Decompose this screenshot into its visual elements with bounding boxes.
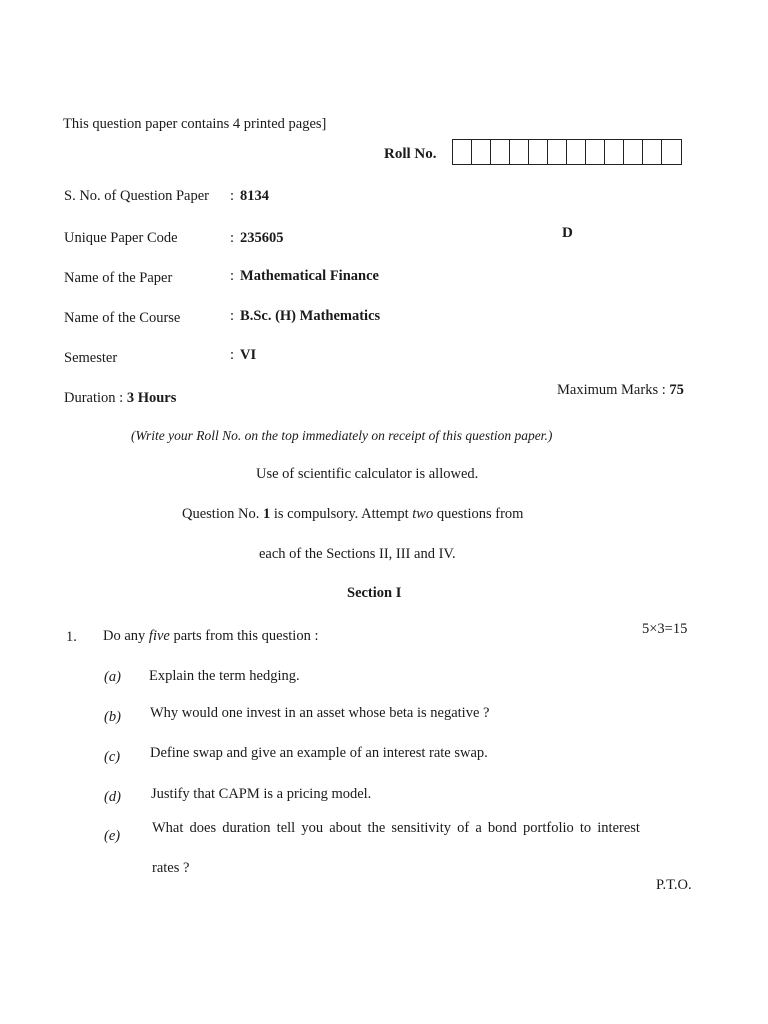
sections-note: each of the Sections II, III and IV.: [259, 546, 456, 562]
info-label-course: Name of the Course: [64, 310, 181, 326]
part-b-text: Why would one invest in an asset whose beta is negative ?: [150, 705, 490, 721]
prompt-five: five: [148, 628, 170, 644]
compulsory-two: two: [412, 506, 434, 522]
compulsory-note: [182, 506, 523, 523]
roll-note: (Write your Roll No. on the top immediately on receipt of this question paper.): [131, 428, 553, 443]
question-number: 1.: [66, 629, 77, 645]
part-c-letter: (c): [104, 749, 121, 765]
duration: [64, 390, 176, 407]
part-a-letter: (a): [104, 669, 121, 685]
roll-no-boxes[interactable]: [452, 139, 682, 165]
section-title: Section I: [347, 585, 402, 601]
max-marks-label: Maximum Marks :: [557, 382, 666, 398]
sno-value: 8134: [240, 188, 270, 204]
compulsory-post: is compulsory. Attempt: [270, 506, 413, 522]
info-value-sno: : 8134: [230, 188, 270, 204]
compulsory-end: questions from: [433, 506, 524, 522]
max-marks: [557, 382, 684, 399]
max-marks-value: 75: [669, 382, 684, 398]
question-marks: 5×3=15: [642, 621, 688, 637]
pto-footer: P.T.O.: [656, 877, 692, 893]
info-label-paper: Name of the Paper: [64, 270, 173, 286]
semester-value: VI: [240, 347, 257, 363]
part-e-text: What does duration tell you about the sensitivity of a bond portfolio to interest: [152, 820, 640, 836]
info-label-upc: Unique Paper Code: [64, 230, 178, 246]
prompt-post: parts from this question :: [169, 628, 319, 644]
compulsory-num: 1: [262, 506, 271, 522]
info-value-upc: : 235605: [230, 230, 284, 246]
info-value-paper: : Mathematical Finance: [230, 268, 379, 284]
question-prompt: [103, 628, 318, 645]
paper-value: Mathematical Finance: [240, 268, 379, 284]
part-a-text: Explain the term hedging.: [149, 668, 300, 684]
course-value: B.Sc. (H) Mathematics: [240, 308, 381, 324]
compulsory-pre: Question No.: [182, 506, 263, 522]
upc-value: 235605: [240, 230, 284, 246]
info-label-semester: Semester: [64, 350, 118, 366]
info-label-sno: S. No. of Question Paper: [64, 188, 209, 204]
info-value-course: : B.Sc. (H) Mathematics: [230, 308, 381, 324]
part-c-text: Define swap and give an example of an interest rate swap.: [150, 745, 488, 761]
duration-value: 3 Hours: [126, 390, 177, 406]
part-e-letter: (e): [104, 828, 121, 844]
calculator-note: Use of scientific calculator is allowed.: [256, 466, 479, 482]
part-d-letter: (d): [104, 789, 121, 805]
info-value-semester: : VI: [230, 347, 257, 363]
part-b-letter: (b): [104, 709, 121, 725]
set-letter: D: [562, 225, 573, 241]
part-e-continuation: rates ?: [152, 860, 190, 876]
part-d-text: Justify that CAPM is a pricing model.: [151, 786, 372, 802]
header-note: This question paper contains 4 printed pages]: [63, 116, 327, 132]
prompt-pre: Do any: [103, 628, 149, 644]
roll-no-label: Roll No.: [384, 146, 437, 162]
duration-label: Duration :: [64, 390, 124, 406]
